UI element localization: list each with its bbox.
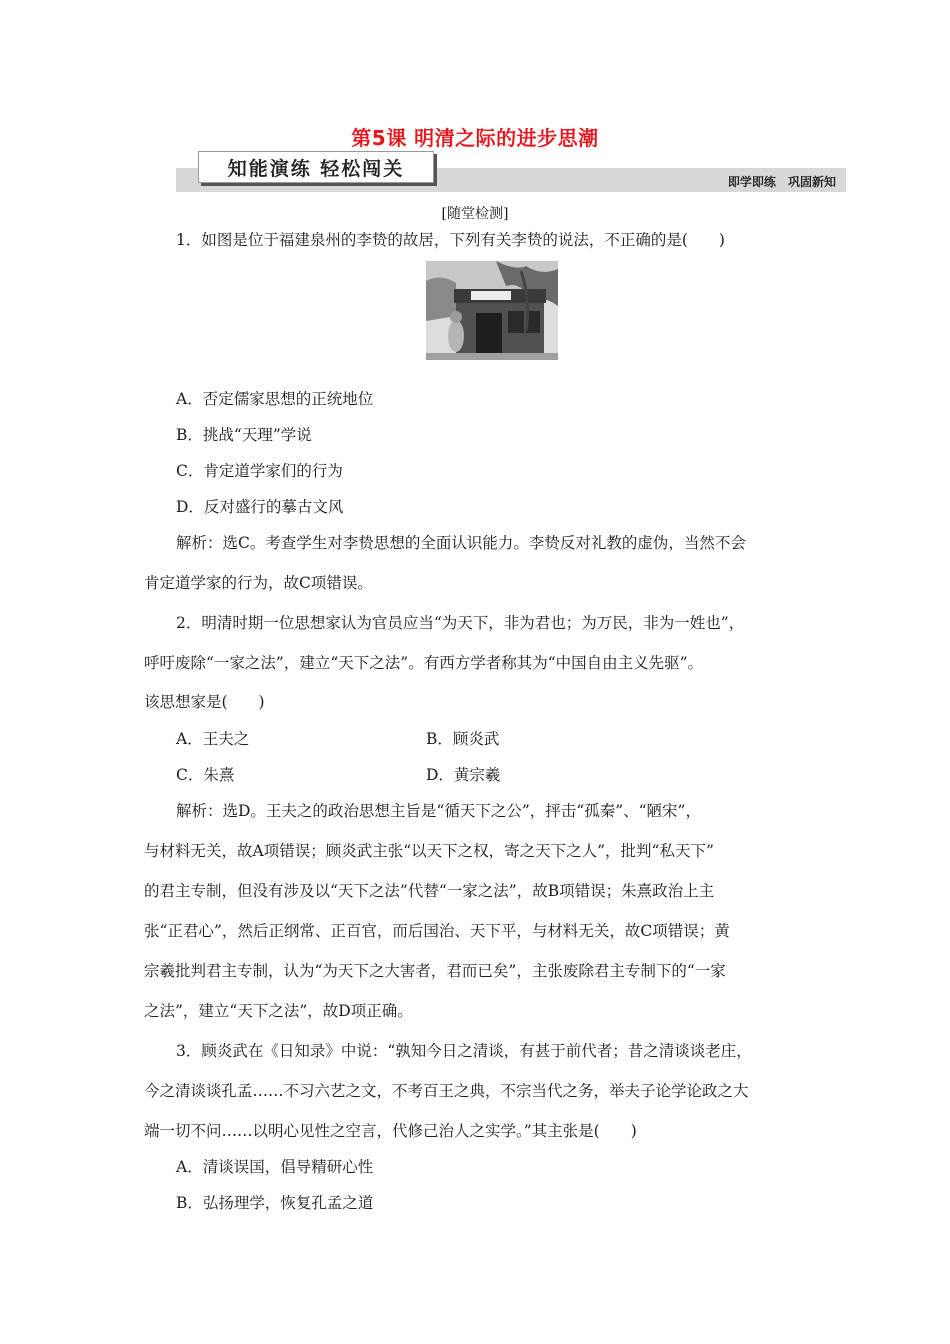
q2-option-d: D．黄宗羲	[426, 766, 501, 784]
q2-stem-line: 该思想家是( )	[144, 693, 265, 711]
section-heading: [随堂检测]	[441, 206, 509, 222]
q2-stem-line: 呼吁废除“一家之法”，建立“天下之法”。有西方学者称其为“中国自由主义先驱”。	[144, 654, 704, 672]
q2-option-c: C．朱熹	[176, 766, 235, 784]
q2-analysis-line: 宗羲批判君主专制，认为“为天下之大害者，君而已矣”，主张废除君主专制下的“一家	[144, 962, 726, 980]
lesson-title: 第5课 明清之际的进步思潮	[351, 126, 599, 150]
q1-stem: 1．如图是位于福建泉州的李贽的故居，下列有关李贽的说法，不正确的是( )	[176, 231, 725, 249]
q2-analysis-line: 张“正君心”，然后正纲常、正百官，而后国治、天下平，与材料无关，故C项错误；黄	[144, 922, 730, 940]
q3-option-a: A．清谈误国，倡导精研心性	[176, 1158, 374, 1176]
q2-analysis-line: 与材料无关，故A项错误；顾炎武主张“以天下之权，寄之天下之人”，批判“私天下”	[144, 842, 714, 860]
q2-analysis-line: 的君主专制，但没有涉及以“天下之法”代替“一家之法”，故B项错误；朱熹政治上主	[144, 882, 715, 900]
banner-label: 知能演练 轻松闯关	[198, 151, 434, 183]
q3-stem-line: 端一切不问……以明心见性之空言，代修己治人之实学。”其主张是( )	[144, 1122, 637, 1140]
q1-option-a: A．否定儒家思想的正统地位	[176, 390, 374, 408]
q2-stem-line: 2．明清时期一位思想家认为官员应当“为天下，非为君也；为万民，非为一姓也”，	[176, 614, 745, 632]
q2-analysis-line: 之法”，建立“天下之法”，故D项正确。	[144, 1002, 413, 1020]
q1-option-d: D．反对盛行的摹古文风	[176, 498, 344, 516]
li-zhi-residence-photo	[426, 261, 558, 360]
q2-option-b: B．顾炎武	[426, 730, 500, 748]
q1-option-c: C．肯定道学家们的行为	[176, 462, 343, 480]
banner-slogan: 即学即练 巩固新知	[727, 175, 836, 189]
q3-option-b: B．弘扬理学，恢复孔孟之道	[176, 1194, 374, 1212]
q2-option-a: A．王夫之	[176, 730, 250, 748]
q1-option-b: B．挑战“天理”学说	[176, 426, 312, 444]
q3-stem-line: 3．顾炎武在《日知录》中说：“孰知今日之清谈，有甚于前代者；昔之清谈谈老庄，	[176, 1042, 752, 1060]
q1-analysis-line: 解析：选C。考查学生对李贽思想的全面认识能力。李贽反对礼教的虚伪，当然不会	[176, 534, 746, 552]
q2-analysis-line: 解析：选D。王夫之的政治思想主旨是“循天下之公”，抨击“孤秦”、“陋宋”，	[176, 802, 701, 820]
q1-analysis-line: 肯定道学家的行为，故C项错误。	[144, 574, 373, 592]
q3-stem-line: 今之清谈谈孔孟……不习六艺之文，不考百王之典，不宗当代之务，举夫子论学论政之大	[144, 1082, 749, 1100]
